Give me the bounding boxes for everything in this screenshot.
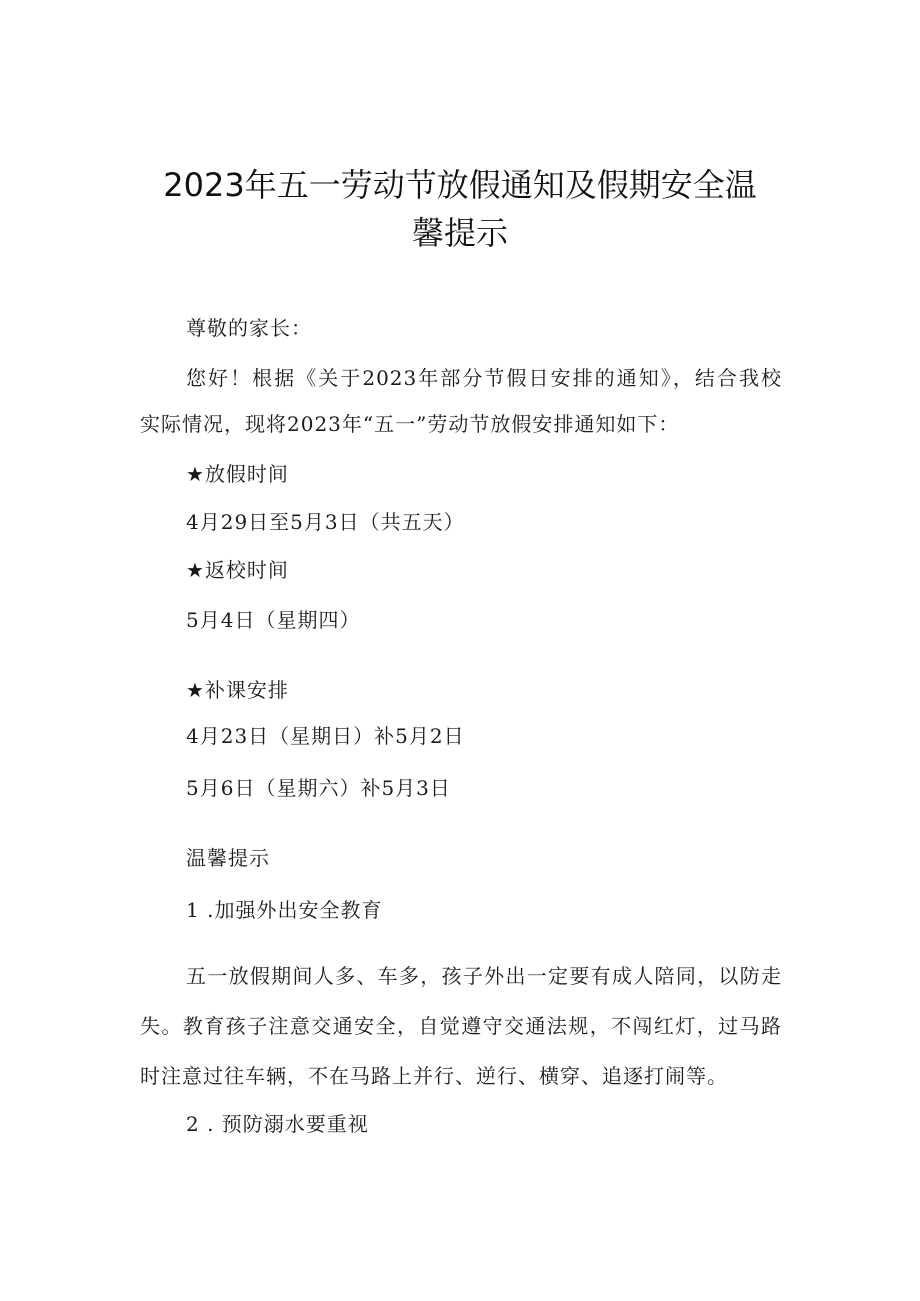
star-bullet-icon: ★ — [186, 462, 205, 486]
star-bullet-icon: ★ — [186, 678, 205, 702]
tip-2-title: 2 . 预防溺水要重视 — [186, 1112, 369, 1136]
tips-heading: 温馨提示 — [186, 846, 270, 870]
makeup-heading-text: 补课安排 — [204, 678, 289, 702]
tip-1-paragraph-line-2: 失。教育孩子注意交通安全，自觉遵守交通法规，不闯红灯，过马路 — [140, 1014, 782, 1038]
intro-line-1: 您好！根据《关于2023年部分节假日安排的通知》，结合我校 — [186, 366, 782, 390]
star-bullet-icon: ★ — [186, 558, 205, 582]
holiday-heading — [186, 460, 289, 488]
greeting: 尊敬的家长： — [186, 316, 312, 340]
document-title-line-2: 馨提示 — [411, 214, 508, 252]
return-date: 5月4日（星期四） — [186, 608, 361, 632]
return-heading-text: 返校时间 — [204, 558, 289, 582]
holiday-heading-text: 放假时间 — [204, 462, 289, 486]
makeup-heading — [186, 676, 289, 704]
intro-line-2: 实际情况，现将2023年“五一”劳动节放假安排通知如下： — [140, 412, 680, 436]
tip-1-paragraph-line-1: 五一放假期间人多、车多，孩子外出一定要有成人陪同，以防走 — [186, 964, 782, 988]
tip-1-title: 1 .加强外出安全教育 — [186, 898, 383, 922]
makeup-line-1: 4月23日（星期日）补5月2日 — [186, 724, 465, 748]
return-heading — [186, 556, 289, 584]
holiday-dates: 4月29日至5月3日（共五天） — [186, 510, 465, 534]
tip-1-paragraph-line-3: 时注意过往车辆，不在马路上并行、逆行、横穿、追逐打闹等。 — [140, 1064, 728, 1088]
document-title-line-1: 2023年五一劳动节放假通知及假期安全温 — [163, 166, 757, 204]
makeup-line-2: 5月6日（星期六）补5月3日 — [186, 776, 451, 800]
